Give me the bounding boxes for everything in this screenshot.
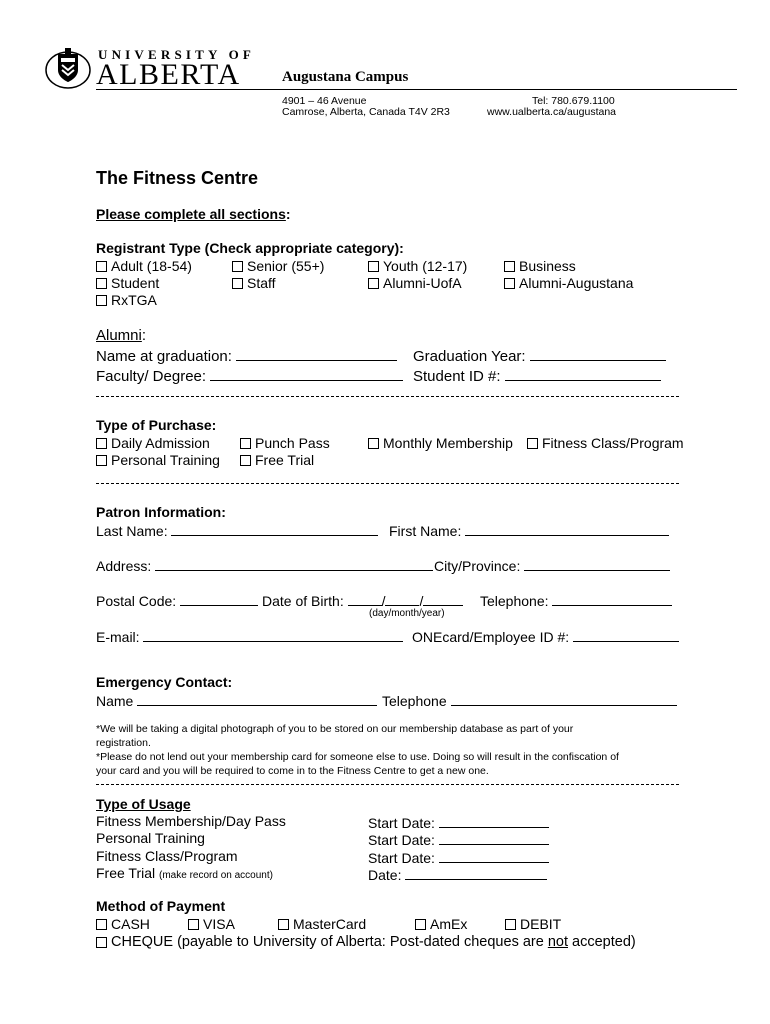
field-label: Date: [368, 867, 402, 883]
option-label: Punch Pass [255, 435, 330, 451]
checkbox-square-icon [188, 919, 199, 930]
date-free-trial[interactable] [368, 865, 547, 883]
address-line-2: Camrose, Alberta, Canada T4V 2R3 [282, 106, 450, 118]
graduation-year-field[interactable] [413, 346, 666, 365]
field-label: E-mail: [96, 629, 140, 645]
photo-note-cont: registration. [96, 737, 151, 749]
cheque-label-start: CHEQUE (payable to University of Alberta: Post-dated cheques are [111, 934, 548, 950]
checkbox-square-icon [240, 455, 251, 466]
checkbox-free-trial[interactable] [240, 452, 314, 468]
checkbox-cheque[interactable] [96, 934, 636, 950]
registrant-heading: Registrant Type (Check appropriate category): [96, 240, 404, 256]
university-name: ALBERTA [96, 58, 241, 91]
checkbox-senior[interactable] [232, 258, 324, 274]
field-label: Start Date: [368, 815, 435, 831]
address-line-1: 4901 – 46 Avenue [282, 95, 367, 107]
email-field[interactable] [96, 627, 403, 645]
checkbox-personal-training[interactable] [96, 452, 220, 468]
field-label: Student ID #: [413, 368, 501, 385]
option-label: MasterCard [293, 916, 367, 932]
date-of-birth-field[interactable] [262, 591, 463, 609]
address-field[interactable] [96, 556, 433, 574]
checkbox-visa[interactable] [188, 916, 235, 932]
option-label: Student [111, 275, 160, 291]
field-label: First Name: [389, 523, 462, 539]
telephone-field[interactable] [480, 591, 672, 609]
dob-separator: / [419, 593, 424, 609]
emergency-name-field[interactable] [96, 691, 377, 709]
photo-note: *We will be taking a digital photograph of you to be stored on our membership database as part of your [96, 723, 574, 735]
checkbox-square-icon [96, 455, 107, 466]
checkbox-staff[interactable] [232, 275, 276, 291]
usage-label-membership: Fitness Membership/Day Pass [96, 813, 286, 829]
checkbox-amex[interactable] [415, 916, 467, 932]
checkbox-square-icon [96, 919, 107, 930]
checkbox-square-icon [232, 278, 243, 289]
checkbox-monthly-membership[interactable] [368, 435, 513, 451]
field-label: City/Province: [434, 558, 521, 574]
checkbox-alumni-uofa[interactable] [368, 275, 462, 291]
checkbox-square-icon [232, 261, 243, 272]
checkbox-square-icon [96, 295, 107, 306]
postal-code-field[interactable] [96, 591, 258, 609]
website: www.ualberta.ca/augustana [487, 106, 616, 118]
field-label: ONEcard/Employee ID #: [412, 629, 570, 645]
first-name-field[interactable] [389, 521, 669, 539]
checkbox-square-icon [368, 261, 379, 272]
last-name-field[interactable] [96, 521, 378, 539]
usage-label-free-trial [96, 865, 273, 881]
checkbox-square-icon [278, 919, 289, 930]
emergency-heading: Emergency Contact: [96, 674, 233, 690]
checkbox-youth[interactable] [368, 258, 467, 274]
faculty-degree-field[interactable] [96, 366, 403, 385]
alumni-heading-text: Alumni [96, 327, 142, 344]
usage-small-note: (make record on account) [159, 870, 273, 881]
option-label: Daily Admission [111, 435, 210, 451]
start-date-fitness-class[interactable] [368, 848, 549, 866]
checkbox-rxtga[interactable] [96, 292, 157, 308]
instructions-text: Please complete all sections [96, 206, 286, 222]
section-divider [96, 483, 679, 484]
dob-separator: / [381, 593, 386, 609]
patron-heading: Patron Information: [96, 504, 226, 520]
checkbox-alumni-augustana[interactable] [504, 275, 633, 291]
option-label: Free Trial [255, 452, 315, 468]
field-label: Name [96, 693, 134, 709]
checkbox-square-icon [96, 278, 107, 289]
field-label: Telephone: [480, 593, 549, 609]
option-label: DEBIT [520, 916, 562, 932]
option-label: Alumni-Augustana [519, 275, 634, 291]
option-label: Business [519, 258, 576, 274]
option-label: Youth (12-17) [383, 258, 468, 274]
usage-heading: Type of Usage [96, 796, 191, 812]
checkbox-square-icon [504, 261, 515, 272]
header-rule [96, 89, 737, 90]
university-line: UNIVERSITY OF [98, 47, 256, 62]
dob-format-hint: (day/month/year) [369, 608, 445, 619]
option-label: RxTGA [111, 292, 157, 308]
card-note: *Please do not lend out your membership card for someone else to use. Doing so will result in the confiscation of [96, 751, 619, 763]
page-title: The Fitness Centre [96, 168, 259, 188]
instructions [96, 206, 291, 222]
checkbox-adult[interactable] [96, 258, 192, 274]
alumni-heading-colon: : [141, 327, 147, 344]
card-note-cont: your card and you will be required to come in to the Fitness Centre to get a new one. [96, 765, 489, 777]
checkbox-cash[interactable] [96, 916, 150, 932]
option-label: CASH [111, 916, 150, 932]
field-label: Postal Code: [96, 593, 177, 609]
checkbox-square-icon [368, 438, 379, 449]
university-crest [44, 44, 92, 92]
checkbox-square-icon [96, 438, 107, 449]
campus-name: Augustana Campus [282, 69, 409, 85]
checkbox-punch-pass[interactable] [240, 435, 330, 451]
field-label: Graduation Year: [413, 348, 526, 365]
field-label: Start Date: [368, 832, 435, 848]
phone: Tel: 780.679.1100 [532, 95, 615, 107]
checkbox-fitness-class[interactable] [527, 435, 684, 451]
student-id-field[interactable] [413, 366, 661, 385]
checkbox-square-icon [505, 919, 516, 930]
option-label: AmEx [430, 916, 468, 932]
option-label: Alumni-UofA [383, 275, 462, 291]
checkbox-business[interactable] [504, 258, 576, 274]
field-label: Name at graduation: [96, 348, 232, 365]
checkbox-square-icon [368, 278, 379, 289]
option-label: VISA [203, 916, 235, 932]
checkbox-square-icon [527, 438, 538, 449]
checkbox-mastercard[interactable] [278, 916, 366, 932]
checkbox-square-icon [96, 261, 107, 272]
instructions-colon: : [285, 206, 291, 222]
usage-label-personal-training: Personal Training [96, 830, 205, 846]
cheque-label-not: not [547, 934, 568, 950]
alumni-heading [96, 327, 146, 344]
cheque-label-end: accepted) [568, 934, 636, 950]
onecard-id-field[interactable] [412, 627, 679, 645]
usage-label: Free Trial [96, 865, 156, 881]
field-label: Last Name: [96, 523, 168, 539]
emergency-telephone-field[interactable] [382, 691, 677, 709]
option-label: Fitness Class/Program [542, 435, 684, 451]
field-label: Telephone [382, 693, 447, 709]
name-at-graduation-field[interactable] [96, 346, 397, 365]
option-label: Personal Training [111, 452, 220, 468]
option-label: Adult (18-54) [111, 258, 192, 274]
checkbox-student[interactable] [96, 275, 159, 291]
option-label: Senior (55+) [247, 258, 325, 274]
checkbox-debit[interactable] [505, 916, 561, 932]
city-province-field[interactable] [434, 556, 670, 574]
usage-label-fitness-class: Fitness Class/Program [96, 848, 238, 864]
purchase-heading: Type of Purchase: [96, 417, 217, 433]
start-date-membership[interactable] [368, 813, 549, 831]
payment-heading: Method of Payment [96, 898, 226, 914]
field-label: Date of Birth: [262, 593, 344, 609]
field-label: Address: [96, 558, 152, 574]
field-label: Start Date: [368, 850, 435, 866]
section-divider [96, 784, 679, 785]
checkbox-square-icon [504, 278, 515, 289]
option-label: Staff [247, 275, 276, 291]
checkbox-square-icon [96, 937, 107, 948]
field-label: Faculty/ Degree: [96, 368, 207, 385]
checkbox-square-icon [240, 438, 251, 449]
section-divider [96, 396, 679, 397]
start-date-personal-training[interactable] [368, 830, 549, 848]
checkbox-square-icon [415, 919, 426, 930]
checkbox-daily-admission[interactable] [96, 435, 210, 451]
option-label: Monthly Membership [383, 435, 513, 451]
